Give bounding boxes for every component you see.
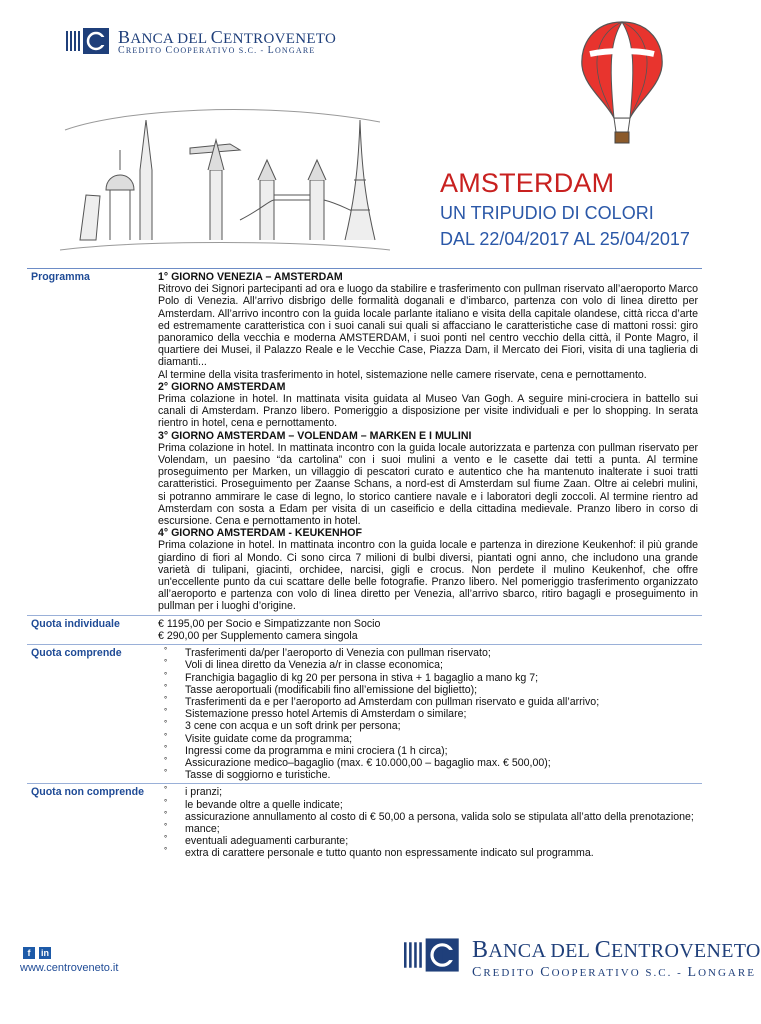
day-2-text: Prima colazione in hotel. In mattinata visita guidata al Museo Van Gogh. A seguire mini-crociera in battello sui canali di Amsterdam. Pranzo libero. Pomeriggio a disposizione per visite individuali e per lo shopping. In serata rientro in hotel, cena e pernottamento.: [158, 393, 698, 430]
day-3-title: 3° GIORNO AMSTERDAM – VOLENDAM – MARKEN E I MULINI: [158, 429, 472, 442]
comprende-cell: [158, 645, 702, 783]
bank-logo-mark-icon: [66, 27, 110, 55]
comprende-label: Quota comprende: [31, 647, 122, 660]
list-item: ° eventuali adeguamenti carburante;: [164, 834, 349, 848]
trip-dates: DAL 22/04/2017 AL 25/04/2017: [440, 229, 690, 249]
quota-price-singola: € 290,00 per Supplemento camera singola: [158, 629, 358, 642]
page-title: AMSTERDAM: [440, 168, 615, 198]
day-2-title: 2° GIORNO AMSTERDAM: [158, 380, 286, 393]
bullet-icon: °: [164, 821, 168, 831]
bank-logo-name: BANCA DEL CENTROVENETO: [118, 27, 337, 47]
list-item: ° Sistemazione presso hotel Artemis di Amsterdam o similare;: [164, 707, 467, 721]
bullet-icon: °: [164, 755, 168, 765]
programma-row: [27, 268, 702, 615]
list-item: ° Trasferimenti da/per l’aeroporto di Venezia con pullman riservato;: [164, 646, 491, 660]
facebook-icon[interactable]: f: [23, 947, 35, 959]
bank-logo-subtitle: CREDITO COOPERATIVO S.C. - LONGARE: [118, 45, 316, 56]
bullet-icon: °: [164, 743, 168, 753]
website-link[interactable]: www.centroveneto.it: [20, 962, 119, 974]
list-item: ° assicurazione annullamento al costo di € 50,00 a persona, valida solo se stipulata all’atto della prenotazione;: [164, 809, 694, 823]
non-comprende-cell: [158, 784, 702, 861]
list-item: ° Tasse di soggiorno e turistiche.: [164, 768, 331, 782]
bullet-icon: °: [164, 768, 168, 778]
bullet-icon: °: [164, 694, 168, 704]
day-1-title: 1° GIORNO VENEZIA – AMSTERDAM: [158, 271, 343, 283]
list-item: ° Trasferimenti da e per l’aeroporto ad Amsterdam con pullman riservato e guida all’arrivo;: [164, 694, 600, 708]
bullet-icon: °: [164, 731, 168, 741]
quota-price-socio: € 1195,00 per Socio e Simpatizzante non Socio: [158, 617, 381, 630]
non-comprende-row: [27, 783, 702, 861]
list-item: ° Tasse aeroportuali (modificabili fino all’emissione del biglietto);: [164, 682, 478, 696]
itinerary-table: [27, 268, 702, 862]
list-item: ° Assicurazione medico–bagaglio (max. € 10.000,00 – bagaglio max. € 500,00);: [164, 755, 551, 769]
bullet-icon: °: [164, 682, 168, 692]
bullet-icon: °: [164, 719, 168, 729]
bullet-icon: °: [164, 658, 168, 668]
programma-label: Programma: [31, 271, 90, 283]
bullet-icon: °: [164, 670, 168, 680]
bank-logo: [66, 27, 337, 57]
list-item: ° Ingressi come da programma e mini crociera (1 h circa);: [164, 743, 448, 757]
day-1-text: Ritrovo dei Signori partecipanti ad ora e luogo da stabilire e trasferimento con pullman riservato all’aeroporto Marco Polo di Venezia. All’arrivo disbrigo delle formalità doganali e d’imbarco, partenza con volo di linea diretto per Amsterdam. All’arrivo incontro con la guida locale parlante italiano e visita della capitale olandese, città ricca d’arte ed estremamente caratteristica con i suoi canali sui quali si affacciano le caratteristiche case di mattoni rossi: giro panoramico della vecchia e moderna AMSTERDAM, i suoi ponti nel centro vecchio della città, il Ponte Magro, il quartiere dei Musei, il Palazzo Reale e le Vecchie Case, Piazza Dam, il Mercato dei Fiori, visita di una taglieria di diamanti...: [158, 283, 698, 369]
bullet-icon: °: [164, 797, 168, 807]
page-subtitle: UN TRIPUDIO DI COLORI: [440, 203, 654, 223]
list-item: ° i pranzi;: [164, 785, 223, 799]
programma-cell: [158, 269, 702, 615]
bullet-icon: °: [164, 646, 168, 656]
list-item: ° Visite guidate come da programma;: [164, 731, 353, 745]
list-item: ° le bevande oltre a quelle indicate;: [164, 797, 343, 811]
day-1-extra: Al termine della visita trasferimento in hotel, sistemazione nelle camere riservate, cena e pernottamento.: [158, 368, 647, 381]
social-links: [23, 943, 55, 961]
bank-logo-footer: [404, 935, 761, 980]
list-item: ° extra di carattere personale e tutto quanto non espressamente indicato sul programma.: [164, 846, 594, 860]
non-comprende-list: [158, 786, 698, 859]
bank-logo-subtitle: CREDITO COOPERATIVO S.C. - LONGARE: [472, 965, 756, 980]
quota-label: Quota individuale: [31, 617, 120, 630]
quota-row: [27, 615, 702, 644]
comprende-row: [27, 644, 702, 783]
bullet-icon: °: [164, 785, 168, 795]
bank-logo-mark-icon: [404, 935, 460, 975]
linkedin-icon[interactable]: in: [41, 948, 49, 958]
list-item: ° mance;: [164, 821, 220, 835]
city-skyline-illustration: [60, 100, 390, 265]
list-item: ° 3 cene con acqua e un soft drink per persona;: [164, 719, 401, 733]
hot-air-balloon-icon: [572, 18, 672, 148]
day-4-title: 4° GIORNO AMSTERDAM - KEUKENHOF: [158, 527, 362, 540]
bullet-icon: °: [164, 846, 168, 856]
list-item: ° Voli di linea diretto da Venezia a/r in classe economica;: [164, 658, 443, 672]
bank-logo-name: BANCA DEL CENTROVENETO: [472, 937, 761, 963]
non-comprende-label: Quota non comprende: [31, 786, 145, 799]
bullet-icon: °: [164, 809, 168, 819]
list-item: ° Franchigia bagaglio di kg 20 per persona in stiva + 1 bagaglio a mano kg 7;: [164, 670, 539, 684]
day-3-text: Prima colazione in hotel. In mattinata incontro con la guida locale autorizzata e partenza con pullman riservato per Volendam, un paesino “da cartolina” con i suoi mulini a vento e le casette dai tetti a punta. Al termine proseguimento per Marken, un villaggio di pescatori curato e autentico che ha mantenuto inalterate i suoi tratti caratteristici. Proseguimento per Zaanse Schans, a nord-est di Amsterdam sul fiume Zaan. Oltre ai celebri mulini, si potranno ammirare le case di legno, lo storico cantiere navale e i laboratori degli zoccoli. Al termine rientro ad Amsterdam con sosta a Edam per visita di un caseificio e della cittadina medievale. Pranzo libero in corso di escursione. Cena e pernottamento in hotel.: [158, 441, 698, 528]
quota-cell: [158, 616, 702, 644]
bullet-icon: °: [164, 834, 168, 844]
day-4-text: Prima colazione in hotel. In mattinata incontro con la guida locale e partenza in direzione Keukenhof: il più grande giardino di fiori al Mondo. Ci sono circa 7 milioni di bulbi diversi, piantati ogni anno, che includono una grande varietà di tulipani, giacinti, orchidee, narcisi, gigli e crocus. Non perdete il mulino Keukenhof, che offre un'eccellente punto da cui scattare delle belle fotografie. Pranzo libero. Nel pomeriggio trasferimento organizzato all’aeroporto e partenza con volo di linea diretto per Venezia, all’arrivo sbarco, ritiro bagagli e proseguimento in pullman per i luoghi d’origine.: [158, 539, 698, 613]
bullet-icon: °: [164, 707, 168, 717]
comprende-list: [158, 647, 698, 781]
